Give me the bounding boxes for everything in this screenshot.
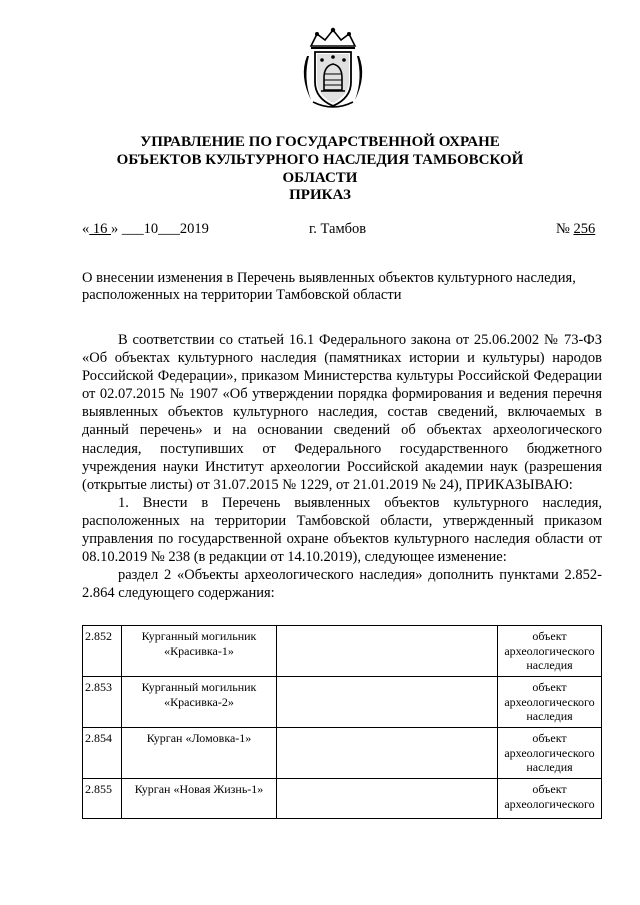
order-city: г. Тамбов: [309, 221, 367, 237]
object-address: [277, 626, 498, 677]
agency-title: УПРАВЛЕНИЕ ПО ГОСУДАРСТВЕННОЙ ОХРАНЕ ОБЪЕКТОВ КУЛЬТУРНОГО НАСЛЕДИЯ ТАМБОВСКОЙ ОБЛАСТИ: [116, 134, 524, 186]
date-year: 2019: [179, 221, 209, 237]
preamble-paragraph: В соответствии со статьей 16.1 Федерального закона от 25.06.2002 № 73-ФЗ «Об объектах культурного наследия (памятниках истории и культуры) народов Российской Федерации», приказом Министерства культуры Российской Федерации от 02.07.2015 № 1907 «Об утверждении порядка формирования и ведения перечня выявленных объектов культурного наследия, состав сведений, включаемых в данный перечень» и на основании сведений об объектах археологического наследия, поступивших от Федерального государственного бюджетного учреждения науки Институт археологии Российской академии наук (разрешения (открытые листы) от 31.07.2015 № 1229, от 21.01.2019 № 24), ПРИКАЗЫВАЮ:: [82, 332, 602, 493]
number-prefix: №: [556, 221, 574, 237]
order-date: [82, 221, 209, 238]
row-number: 2.853: [83, 677, 122, 728]
order-number: [556, 221, 595, 238]
date-month: ___10___: [121, 221, 180, 237]
object-address: [277, 728, 498, 779]
row-number: 2.852: [83, 626, 122, 677]
tambov-coat-of-arms-icon: [297, 26, 369, 110]
date-day: 16: [89, 221, 111, 237]
objects-table: [82, 625, 602, 819]
clause-1-paragraph: 1. Внести в Перечень выявленных объектов культурного наследия, расположенных на территории Тамбовской области, утвержденный приказом управления по государственной охране объектов культурного наследия области от 08.10.2019 № 238 (в редакции от 14.10.2019), следующее изменение:: [82, 494, 602, 566]
date-close-quote: »: [111, 221, 122, 237]
number-value: 256: [573, 221, 596, 237]
object-name: Курган «Ломовка-1»: [122, 728, 277, 779]
section-amendment-paragraph: раздел 2 «Объекты археологического наследия» дополнить пунктами 2.852-2.864 следующего содержания:: [82, 567, 602, 602]
row-number: 2.855: [83, 779, 122, 819]
document-type-title: ПРИКАЗ: [289, 187, 351, 203]
row-number: 2.854: [83, 728, 122, 779]
table-row: [83, 779, 602, 819]
object-type: объект археологического наследия: [498, 728, 602, 779]
order-subject: О внесении изменения в Перечень выявленных объектов культурного наследия, расположенных на территории Тамбовской области: [82, 270, 576, 303]
table-row: [83, 677, 602, 728]
object-name: Курганный могильник «Красивка-1»: [122, 626, 277, 677]
table-row: [83, 728, 602, 779]
object-type: объект археологического: [498, 779, 602, 819]
object-address: [277, 677, 498, 728]
object-address: [277, 779, 498, 819]
date-open-quote: «: [82, 221, 90, 237]
object-type: объект археологического наследия: [498, 626, 602, 677]
object-name: Курганный могильник «Красивка-2»: [122, 677, 277, 728]
order-body: [82, 331, 602, 602]
object-name: Курган «Новая Жизнь-1»: [122, 779, 277, 819]
object-type: объект археологического наследия: [498, 677, 602, 728]
table-row: [83, 626, 602, 677]
